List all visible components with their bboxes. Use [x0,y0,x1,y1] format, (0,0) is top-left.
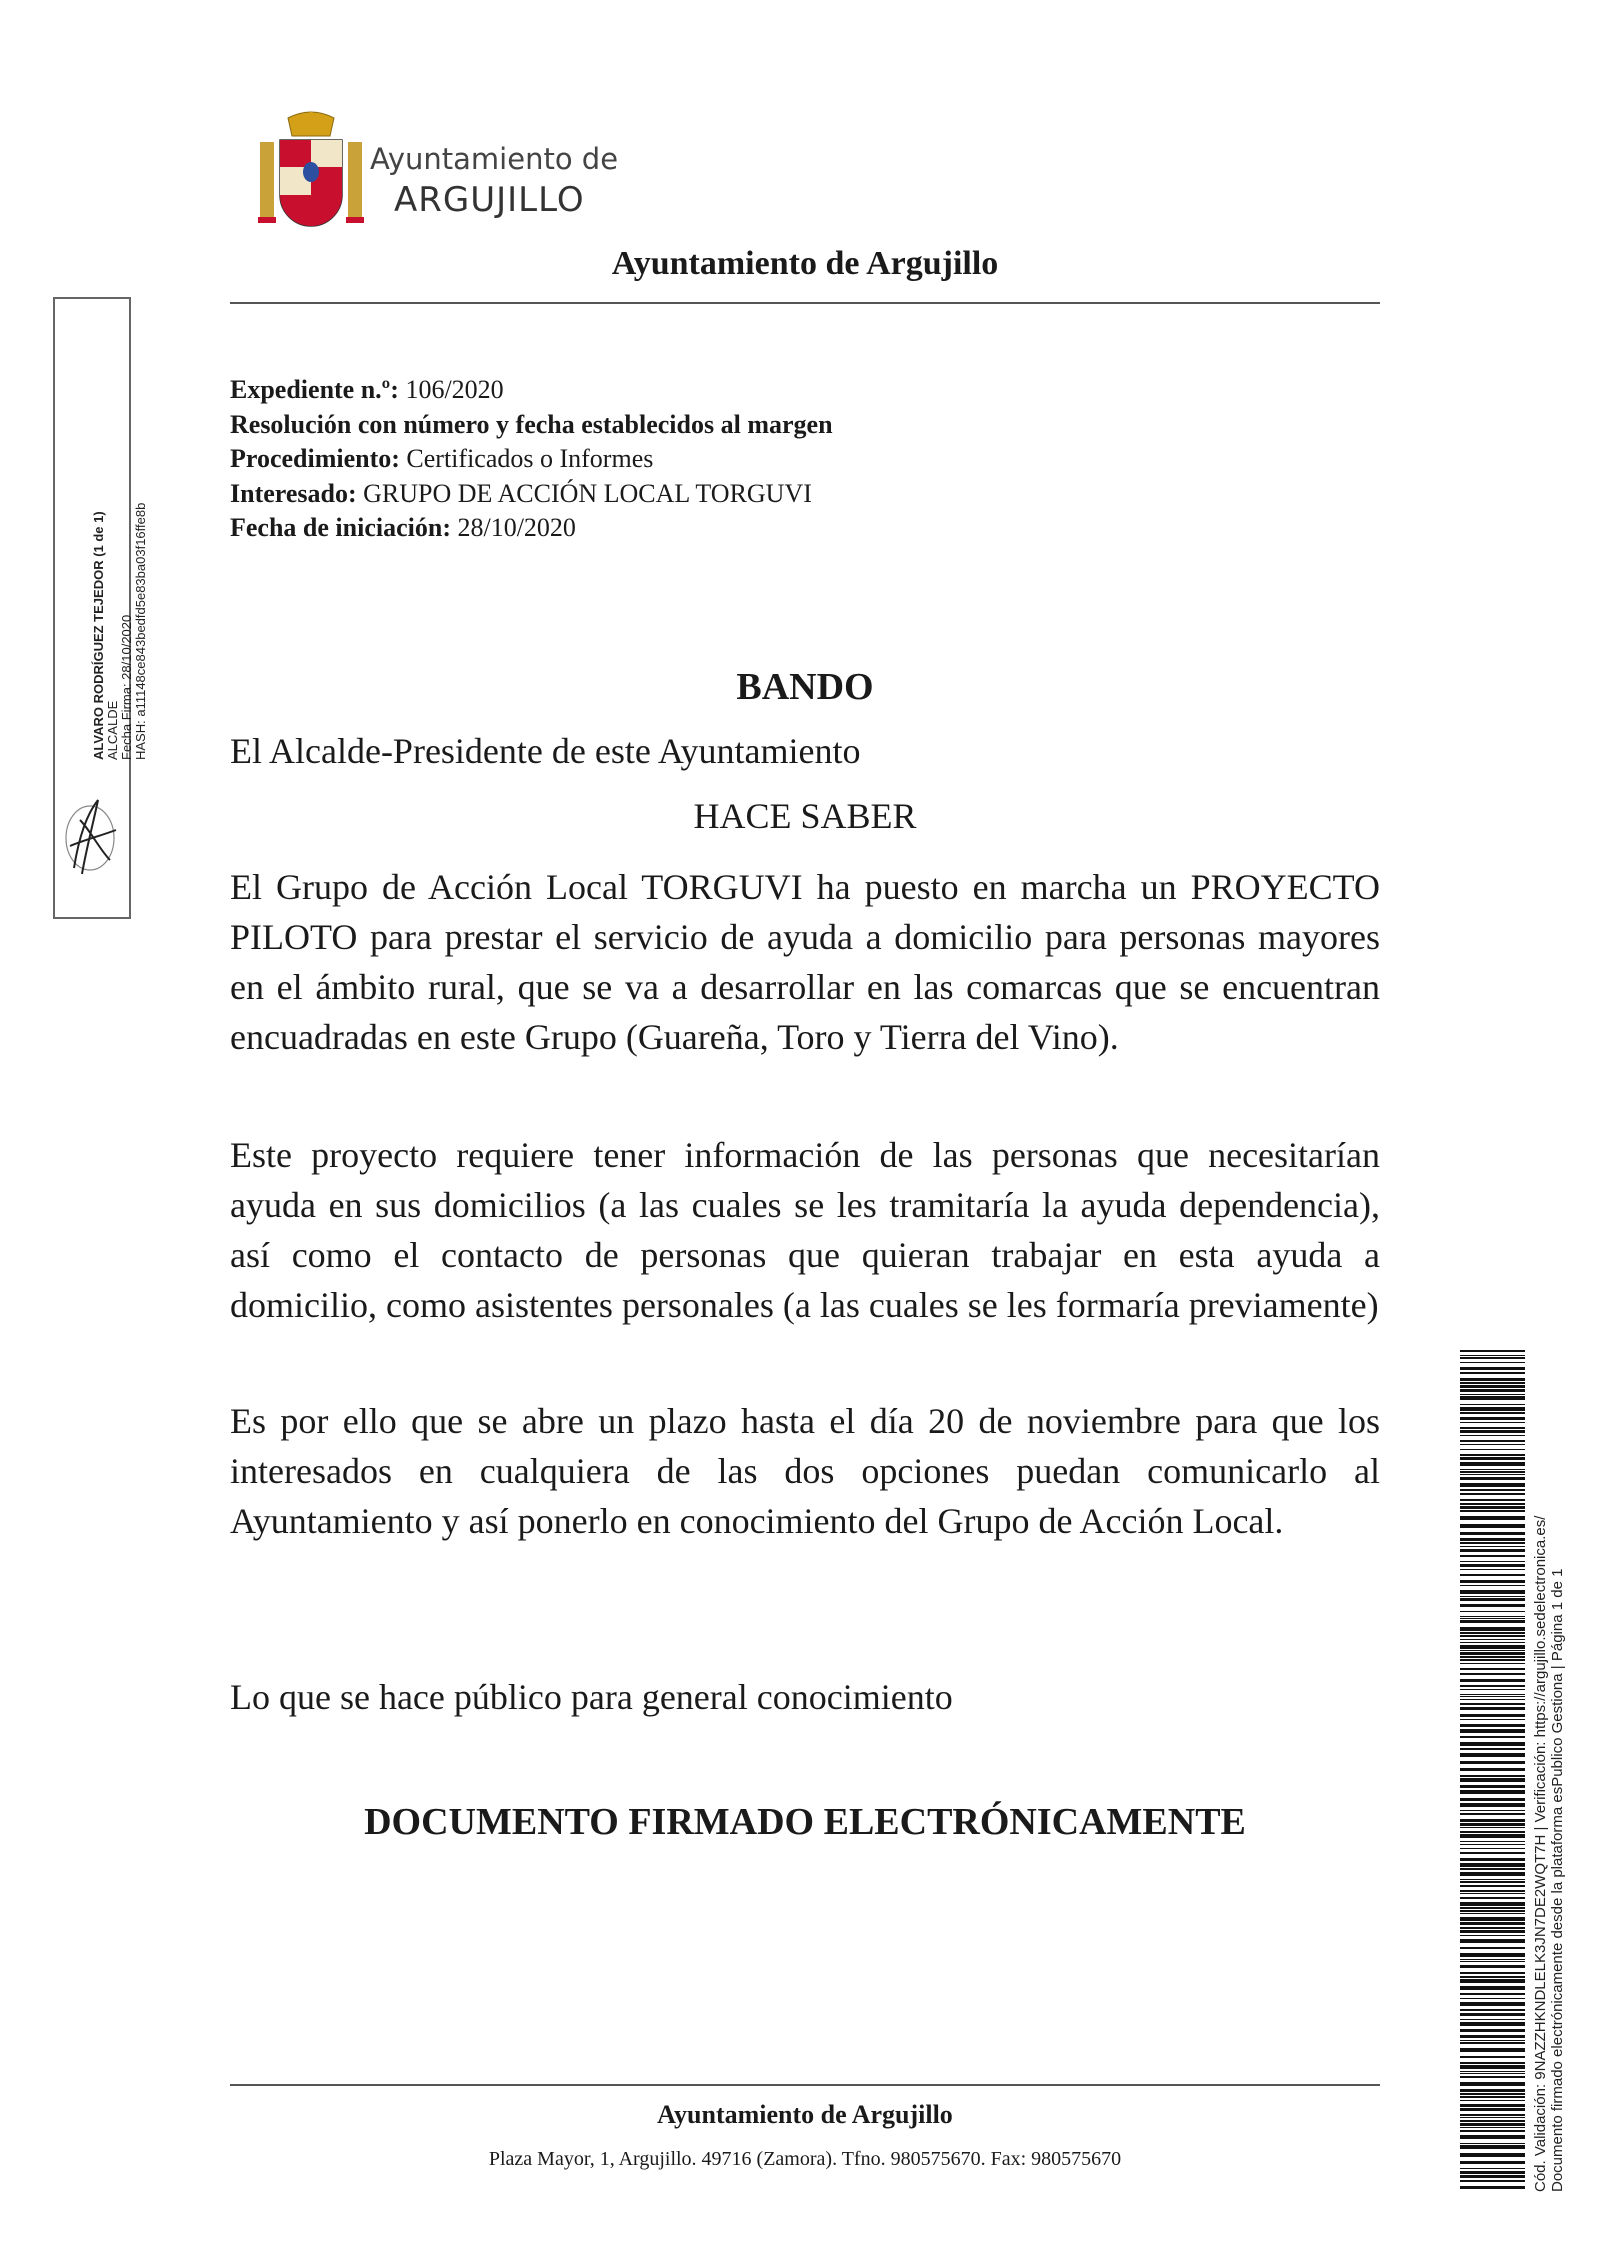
barcode-bar [1460,1389,1525,1392]
barcode-bar [1460,1961,1525,1962]
barcode-bar [1460,1748,1525,1750]
validation-line-1: Cód. Validación: 9NAZZHKNDLELK3JN7DE2WQT7H | Verificación: https://argujillo.sedelectronica.es/ [1532,1515,1549,2192]
barcode-bar [1460,1959,1525,1960]
signature-date: Fecha Firma: 28/10/2020 [119,614,134,760]
validation-line-2: Documento firmado electrónicamente desde la plataforma esPublico Gestiona | Página 1 de 1 [1549,1568,1566,2192]
barcode-bar [1460,2161,1525,2164]
barcode-bar [1460,1499,1525,1501]
barcode-bar [1460,1564,1525,1567]
barcode-bar [1460,1611,1525,1612]
barcode-bar [1460,1620,1525,1623]
closing-line: Lo que se hace público para general conocimiento [230,1677,953,1717]
barcode-bar [1460,1385,1525,1388]
barcode-bar [1460,1679,1525,1682]
validation-text [1532,1516,1566,2192]
signature-stamp-text [92,420,148,760]
barcode-bar [1460,1827,1525,1828]
barcode-bar [1460,1404,1525,1405]
barcode-bar [1460,1407,1525,1411]
barcode-bar [1460,1549,1525,1552]
barcode-bar [1460,1986,1525,1990]
barcode-bar [1460,1417,1525,1420]
barcode-bar [1460,1785,1525,1788]
barcode-bar [1460,1863,1525,1867]
expediente-label: Expediente n.º: [230,375,399,404]
barcode-bar [1460,1998,1525,1999]
expediente-metadata [230,373,833,546]
barcode-bar [1460,1477,1525,1480]
logo-line-1: Ayuntamiento de [370,142,619,176]
barcode-bar [1460,1440,1525,1442]
barcode-bar [1460,1378,1525,1381]
barcode-bar [1460,1430,1525,1433]
barcode-bar [1460,1350,1525,1352]
barcode-bar [1460,1868,1525,1870]
barcode-bar [1460,2042,1525,2044]
barcode-bar [1460,1890,1525,1892]
barcode-bar [1460,1993,1525,1995]
barcode-bar [1460,2040,1525,2041]
barcode-bar [1460,2035,1525,2038]
barcode-bar [1460,1803,1525,1807]
barcode-bar [1460,2168,1525,2169]
barcode-bar [1460,1590,1525,1594]
barcode-bar [1460,1694,1525,1695]
barcode-bar [1460,1707,1525,1710]
barcode-bar [1460,1689,1525,1690]
barcode-bar [1460,1907,1525,1909]
barcode-bar [1460,1953,1525,1957]
barcode-bar [1460,1656,1525,1658]
barcode-bar [1460,2143,1525,2144]
barcode-bar [1460,1382,1525,1384]
barcode-bar [1460,1367,1525,1370]
barcode-bar [1460,1893,1525,1894]
footer-divider [230,2084,1380,2086]
resolucion-text: Resolución con número y fecha establecidos al margen [230,409,833,439]
barcode-bar [1460,2071,1525,2072]
paragraph-3: Es por ello que se abre un plazo hasta el día 20 de noviembre para que los interesados en cualquiera de las dos opciones puedan comunicarlo al Ayuntamiento y así ponerlo en conocimiento del Grupo de Acción Local. [230,1401,1380,1541]
barcode-bar [1460,1546,1525,1547]
barcode-bar [1460,1965,1525,1968]
fecha-value: 28/10/2020 [457,513,576,542]
barcode-bar [1460,1632,1525,1634]
barcode-bar [1460,2029,1525,2032]
barcode-bar [1460,1719,1525,1720]
barcode-bar [1460,1798,1525,1801]
barcode-bar [1460,2076,1525,2078]
barcode-bar [1460,1913,1525,1914]
barcode-bar [1460,1454,1525,1456]
barcode-bar [1460,2009,1525,2011]
interesado-value: GRUPO DE ACCIÓN LOCAL TORGUVI [363,478,812,508]
barcode-bar [1460,1714,1525,1717]
barcode-bar [1460,1790,1525,1794]
barcode-bar [1460,2135,1525,2139]
barcode-bar [1460,1979,1525,1983]
barcode-bar [1460,2120,1525,2122]
signer-role: ALCALDE [105,700,120,760]
barcode-bar [1460,1471,1525,1473]
barcode-bar [1460,1775,1525,1777]
barcode-bar [1460,1561,1525,1562]
barcode-bar [1460,2186,1525,2189]
barcode-bar [1460,1947,1525,1949]
barcode-bar [1460,1580,1525,1583]
barcode-bar [1460,1598,1525,1601]
barcode-bar [1460,2108,1525,2111]
barcode-bar [1460,1506,1525,1509]
barcode-bar [1460,1885,1525,1887]
barcode-bar [1460,1881,1525,1883]
barcode-bar [1460,1422,1525,1423]
barcode-bar [1460,1372,1525,1374]
barcode-bar [1460,2104,1525,2107]
barcode-bar [1460,1668,1525,1670]
barcode-bar [1460,1596,1525,1597]
barcode-bar [1460,1449,1525,1450]
barcode-bar [1460,1848,1525,1849]
barcode-bar [1460,2093,1525,2095]
barcode-bar [1460,1574,1525,1576]
barcode-bar [1460,2048,1525,2052]
barcode-bar [1460,1872,1525,1876]
handwritten-signature-seal [60,790,126,886]
barcode-bar [1460,2117,1525,2118]
barcode-bar [1460,1355,1525,1356]
footer-address: Plaza Mayor, 1, Argujillo. 49716 (Zamora). Tfno. 980575670. Fax: 980575670 [488,2148,1122,2170]
barcode-bar [1460,1685,1525,1687]
barcode-bar [1460,1972,1525,1974]
barcode-bar [1460,1841,1525,1842]
barcode-bar [1460,1642,1525,1643]
barcode-bar [1460,2153,1525,2157]
barcode-bar [1460,2062,1525,2064]
logo-line-2: ARGUJILLO [394,180,585,220]
interesado-label: Interesado: [230,478,357,508]
barcode-bar [1460,1844,1525,1845]
header-divider [230,302,1380,304]
barcode-bar [1460,2089,1525,2092]
barcode-bar [1460,2096,1525,2098]
barcode-bar [1460,1542,1525,1544]
signed-notice: DOCUMENTO FIRMADO ELECTRÓNICAMENTE [364,1801,1246,1843]
barcode-bar [1460,1457,1525,1460]
barcode-bar [1460,1444,1525,1445]
barcode-bar [1460,1852,1525,1854]
signer-name: ALVARO RODRÍGUEZ TEJEDOR (1 de 1) [91,511,106,760]
procedimiento-label: Procedimiento: [230,444,400,473]
barcode-bar [1460,1768,1525,1771]
procedimiento-value: Certificados o Informes [406,444,654,473]
barcode-bar [1460,1673,1525,1675]
barcode-bar [1460,1858,1525,1861]
hace-saber-heading: HACE SABER [693,796,917,836]
barcode-bar [1460,1538,1525,1541]
barcode-bar [1460,1927,1525,1929]
barcode-bar [1460,2002,1525,2006]
barcode-bar [1460,1493,1525,1495]
barcode-bar [1460,1585,1525,1586]
barcode-bar [1460,2056,1525,2058]
barcode-bar [1460,1935,1525,1936]
barcode-bar [1460,2180,1525,2182]
barcode-bar [1460,2013,1525,2016]
barcode-bar [1460,1976,1525,1978]
barcode-bar [1460,1902,1525,1906]
barcode-bar [1460,1618,1525,1619]
document-title: BANDO [736,666,874,708]
barcode-bar [1460,1474,1525,1475]
barcode-bar [1460,1483,1525,1487]
barcode-bar [1460,2082,1525,2086]
barcode-bar [1460,1922,1525,1925]
barcode-bar [1460,2130,1525,2132]
barcode-bar [1460,2022,1525,2026]
signature-hash: HASH: a11148ce843bedfd5e83ba03f16ffe8b [133,502,148,760]
barcode-bar [1460,1645,1525,1649]
barcode-bar [1460,1427,1525,1429]
barcode-bar [1460,1699,1525,1700]
barcode-bar [1460,1930,1525,1933]
barcode-bar [1460,1831,1525,1833]
barcode-bar [1460,1555,1525,1557]
barcode-bar [1460,1742,1525,1746]
barcode-bar [1460,1510,1525,1512]
barcode-bar [1460,1604,1525,1607]
barcode-bar [1460,2065,1525,2069]
barcode-bar [1460,1729,1525,1733]
barcode-bar [1460,1813,1525,1815]
barcode-bar [1460,1635,1525,1637]
barcode-bar [1460,2123,1525,2126]
barcode-bar [1460,2145,1525,2149]
barcode-bar [1460,1761,1525,1764]
barcode-bar [1460,2019,1525,2020]
barcode-bar [1460,1412,1525,1414]
footer-title: Ayuntamiento de Argujillo [657,2100,953,2129]
barcode-bar [1460,1394,1525,1395]
paragraph-1: El Grupo de Acción Local TORGUVI ha puesto en marcha un PROYECTO PILOTO para prestar el servicio de ayuda a domicilio para personas mayores en el ámbito rural, que se va a desarrollar en las comarcas que se encuentran encuadradas en este Grupo (Guareña, Toro y Tierra del Vino). [230,867,1380,1057]
barcode-bar [1460,1357,1525,1359]
fecha-label: Fecha de iniciación: [230,513,451,542]
barcode-bar [1460,1696,1525,1697]
barcode-bar [1460,1663,1525,1664]
barcode-bar [1460,1910,1525,1912]
barcode-bar [1460,1469,1525,1470]
barcode-bar [1460,1532,1525,1535]
barcode-bar [1460,1627,1525,1631]
barcode-bar [1460,1652,1525,1655]
barcode-bar [1460,1823,1525,1826]
barcode-bar [1460,1753,1525,1757]
paragraph-2: Este proyecto requiere tener información de las personas que necesitarían ayuda en sus domicilios (a las cuales se les tramitaría la ayuda dependencia), así como el contacto de personas que quieran trabajar en esta ayuda a domicilio, como asistentes personales (a las cuales se les formaría previamente) [230,1135,1380,1325]
barcode-bar [1460,1778,1525,1782]
barcode-bar [1460,1516,1525,1520]
barcode-bar [1460,1724,1525,1727]
barcode-bar [1460,1489,1525,1491]
barcode-bar [1460,1939,1525,1943]
barcode-bar [1460,1810,1525,1811]
page-header-title: Ayuntamiento de Argujillo [611,245,999,282]
barcode-bar [1460,1362,1525,1363]
barcode-bar [1460,2127,1525,2128]
barcode-bar [1460,1917,1525,1921]
barcode-bar [1460,1462,1525,1466]
barcode-bar [1460,2114,1525,2116]
barcode-bar [1460,1639,1525,1640]
barcode-bar [1460,2171,1525,2174]
barcode-bar [1460,1435,1525,1436]
barcode-bar [1460,1569,1525,1570]
barcode-bar [1460,1396,1525,1400]
barcode-bar [1460,1650,1525,1651]
barcode-bar [1460,1897,1525,1899]
barcode-bar [1460,2100,1525,2101]
alcalde-line: El Alcalde-Presidente de este Ayuntamiento [230,731,861,771]
barcode-bar [1460,1736,1525,1738]
validation-barcode [1460,1350,1525,2190]
barcode-bar [1460,1616,1525,1617]
barcode-bar [1460,1819,1525,1822]
expediente-value: 106/2020 [405,375,504,404]
barcode-bar [1460,1524,1525,1528]
barcode-bar [1460,1659,1525,1661]
barcode-bar [1460,2073,1525,2074]
barcode-bar [1460,1834,1525,1838]
barcode-bar [1460,2175,1525,2178]
barcode-bar [1460,1703,1525,1705]
barcode-bar [1460,1879,1525,1880]
barcode-bar [1460,1503,1525,1505]
